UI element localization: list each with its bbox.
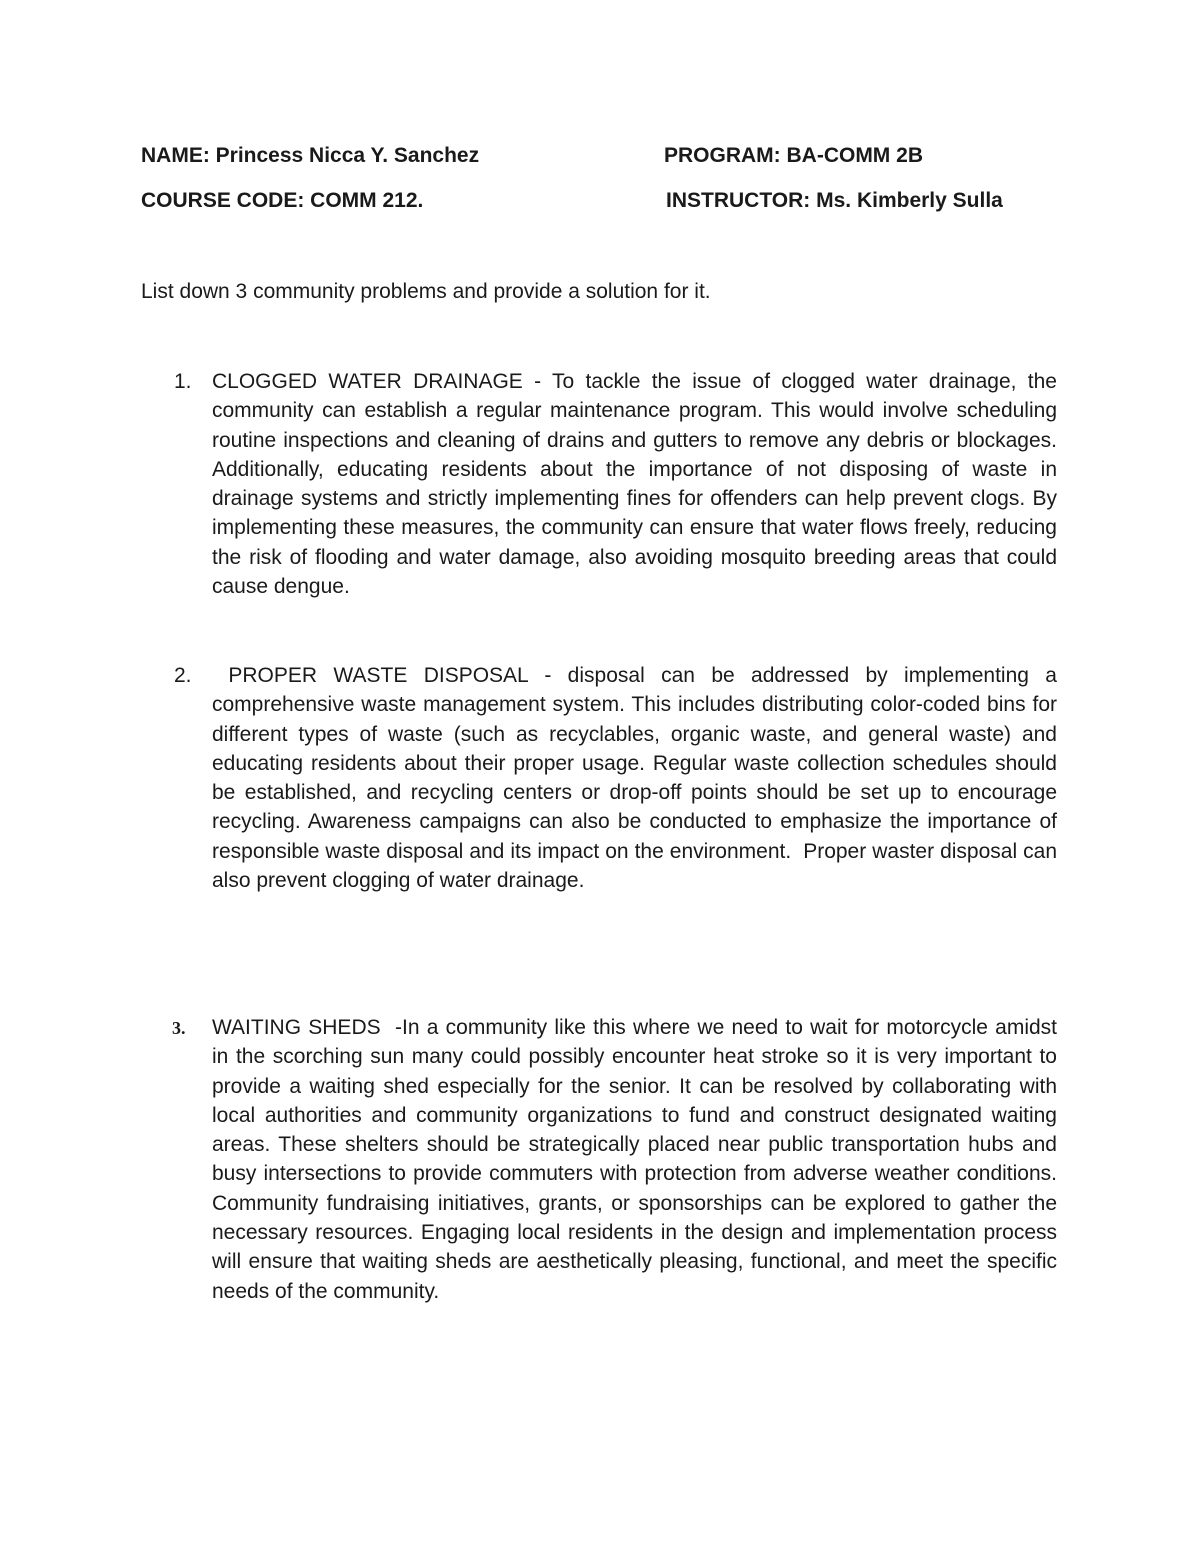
item-number: 3. bbox=[172, 1018, 186, 1038]
list-item-text: CLOGGED WATER DRAINAGE - To tackle the issue of clogged water drainage, the community can establish a regular maintenance program. This would involve scheduling routine inspections and cleaning of drains and gutters to remove any debris or blockages. Additionally, educating residents about the importance of not disposing of waste in drainage systems and strictly implementing fines for offenders can help prevent clogs. By implementing these measures, the community can ensure that water flows freely, reducing the risk of flooding and water damage, also avoiding mosquito breeding areas that could cause dengue. bbox=[212, 370, 1057, 599]
course-code: COURSE CODE: COMM 212. bbox=[141, 189, 424, 212]
item-number: 2. bbox=[174, 664, 192, 687]
student-name: NAME: Princess Nicca Y. Sanchez bbox=[141, 144, 480, 167]
list-item-text: WAITING SHEDS -In a community like this where we need to wait for motorcycle amidst in the scorching sun many could possibly encounter heat stroke so it is very important to provide a waiting shed especially for the senior. It can be resolved by collaborating with local authorities and community organizations to fund and construct designated waiting areas. These shelters should be strategically placed near public transportation hubs and busy intersections to provide commuters with protection from adverse weather conditions. Community fundraising initiatives, grants, or sponsorships can be explored to gather the necessary resources. Engaging local residents in the design and implementation process will ensure that waiting sheds are aesthetically pleasing, functional, and meet the specific needs of the community. bbox=[212, 1016, 1063, 1303]
instructor: INSTRUCTOR: Ms. Kimberly Sulla bbox=[666, 189, 1003, 212]
item-number: 1. bbox=[174, 370, 192, 393]
instruction-text: List down 3 community problems and provide a solution for it. bbox=[141, 280, 711, 303]
list-item-text: PROPER WASTE DISPOSAL - disposal can be addressed by implementing a comprehensive waste management system. This includes distributing color-coded bins for different types of waste (such as recyclables, organic waste, and general waste) and educating residents about their proper usage. Regular waste collection schedules should be established, and recycling centers or drop-off points should be set up to encourage recycling. Awareness campaigns can also be conducted to emphasize the importance of responsible waste disposal and its impact on the environment. Proper waster disposal can also prevent clogging of water drainage. bbox=[212, 664, 1063, 893]
program: PROGRAM: BA-COMM 2B bbox=[664, 144, 923, 167]
